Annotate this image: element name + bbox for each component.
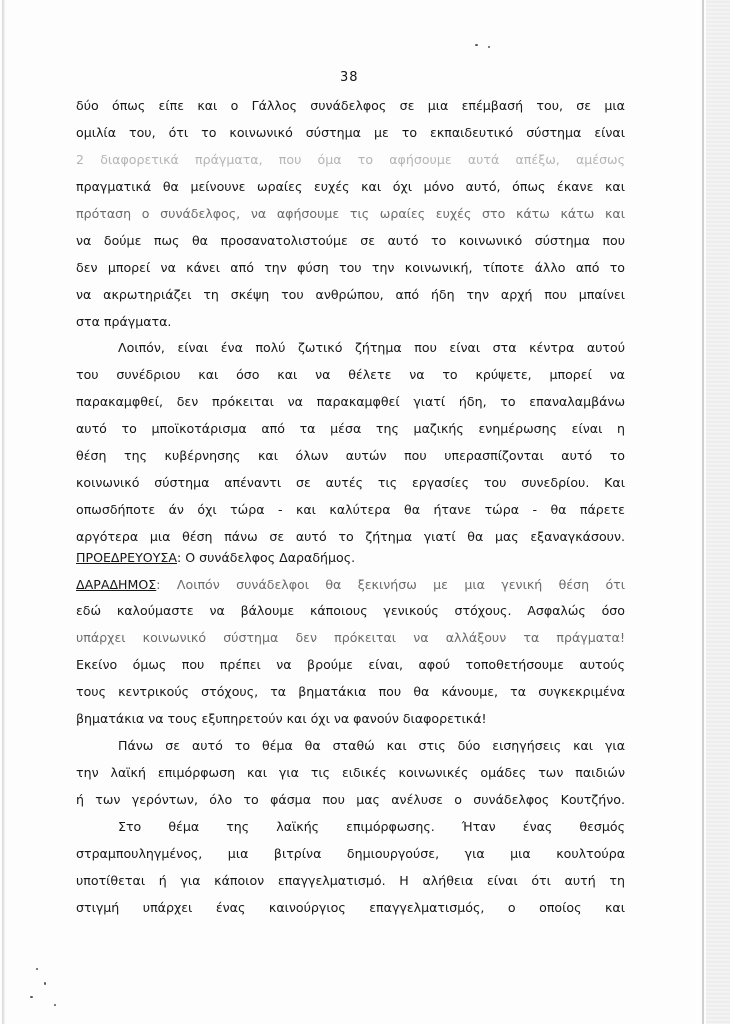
scan-edge-left [2, 0, 5, 1024]
page-number: 38 [340, 70, 359, 85]
scan-speck [36, 968, 38, 970]
text-line: παρακαμφθεί, δεν πρόκειται να παρακαμφθεί γιατί ήδη, το επαναλαμβάνω [76, 394, 625, 409]
scan-edge-line [702, 0, 704, 1024]
text-line: θέση της κυβέρνησης και όλων αυτών που υπερασπίζονται αυτό το [76, 448, 625, 463]
paragraph-first-line: Πάνω σε αυτό το θέμα θα σταθώ και στις δύο εισηγήσεις και για [118, 738, 625, 753]
text-line: να δούμε πως θα προσανατολιστούμε σε αυτό το κοινωνικό σύστημα που [76, 233, 625, 248]
text-line: πρόταση ο συνάδελφος, να αφήσουμε τις ωραίες ευχές στο κάτω κάτω και [76, 206, 625, 221]
text-line: 2 διαφορετικά πράγματα, που όμα το αφήσουμε αυτά απέξω, αμέσως [76, 152, 625, 167]
speaker-line: ΔΑΡΑΔΗΜΟΣ: Λοιπόν συνάδελφοι θα ξεκινήσω με μια γενική θέση ότι [76, 577, 625, 592]
text-line: να ακρωτηριάζει τη σκέψη του ανθρώπου, από ήδη την αρχή που μπαίνει [76, 287, 625, 302]
text-line: αυτό το μποϊκοτάρισμα από τα μέσα της μαζικής ενημέρωσης είναι η [76, 421, 625, 436]
text-line: δύο όπως είπε και ο Γάλλος συνάδελφος σε μια επέμβασή του, σε μια [76, 98, 625, 113]
scan-speck [54, 1004, 56, 1006]
scan-speck [475, 44, 478, 46]
text-line: στιγμή υπάρχει ένας καινούργιος επαγγελματισμός, ο οποίος και [76, 900, 625, 915]
text-line: στα πράγματα. [76, 314, 172, 329]
text-line: ομιλία του, ότι το κοινωνικό σύστημα με το εκπαιδευτικό σύστημα είναι [76, 125, 625, 140]
paragraph-first-line: Λοιπόν, είναι ένα πολύ ζωτικό ζήτημα που είναι στα κέντρα αυτού [118, 340, 625, 355]
text-line: εδώ καλούμαστε να βάλουμε κάποιους γενικούς στόχους. Ασφαλώς όσο [76, 603, 625, 618]
speaker-name: ΠΡΟΕΔΡΕΥΟΥΣΑ [76, 550, 177, 565]
speaker-name: ΔΑΡΑΔΗΜΟΣ [76, 577, 157, 592]
speaker-line: ΠΡΟΕΔΡΕΥΟΥΣΑ: Ο συνάδελφος Δαραδήμος. [76, 550, 356, 565]
text-line: υποτίθεται ή για κάποιον επαγγελματισμό. Η αλήθεια είναι ότι αυτή τη [76, 873, 625, 888]
scan-speck [30, 996, 33, 998]
text-line: οπωσδήποτε άν όχι τώρα - και καλύτερα θα ήτανε τώρα - θα πάρετε [76, 502, 625, 517]
paragraph-first-line: Στο θέμα της λαϊκής επιμόρφωσης. Ήταν ένας θεσμός [118, 819, 625, 834]
text-line: βηματάκια να τους εξυπηρετούν και όχι να φανούν διαφορετικά! [76, 711, 487, 726]
text-line: υπάρχει κοινωνικό σύστημα δεν πρόκειται να αλλάξουν τα πράγματα! [76, 630, 625, 645]
text-line: κοινωνικό σύστημα απέναντι σε αυτές τις εργασίες του συνεδρίου. Και [76, 475, 625, 490]
scan-speck [44, 982, 46, 985]
text-line: δεν μπορεί να κάνει από την φύση του την κοινωνική, τίποτε άλλο από το [76, 260, 625, 275]
text-line: στραμπουληγμένος, μια βιτρίνα δημιουργούσε, για μια κουλτούρα [76, 846, 625, 861]
text-line: την λαϊκή επιμόρφωση και για τις ειδικές κοινωνικές ομάδες των παιδιών [76, 765, 625, 780]
text-line: ή των γερόντων, όλο το φάσμα που μας ανέλυσε ο συνάδελφος Κουτζήνο. [76, 792, 625, 807]
text-line: τους κεντρικούς στόχους, τα βηματάκια που θα κάνουμε, τα συγκεκριμένα [76, 684, 625, 699]
scan-edge-right [706, 0, 730, 1024]
text-line: του συνέδριου και όσο και να θέλετε να το κρύψετε, μπορεί να [76, 367, 625, 382]
scan-speck [488, 46, 490, 48]
text-line: πραγματικά θα μείνουνε ωραίες ευχές και όχι μόνο αυτό, όπως έκανε και [76, 179, 625, 194]
text-line: Εκείνο όμως που πρέπει να βρούμε είναι, αφού τοποθετήσουμε αυτούς [76, 657, 625, 672]
text-line: αργότερα μια θέση πάνω σε αυτό το ζήτημα γιατί θα μας εξαναγκάσουν. [76, 529, 625, 544]
